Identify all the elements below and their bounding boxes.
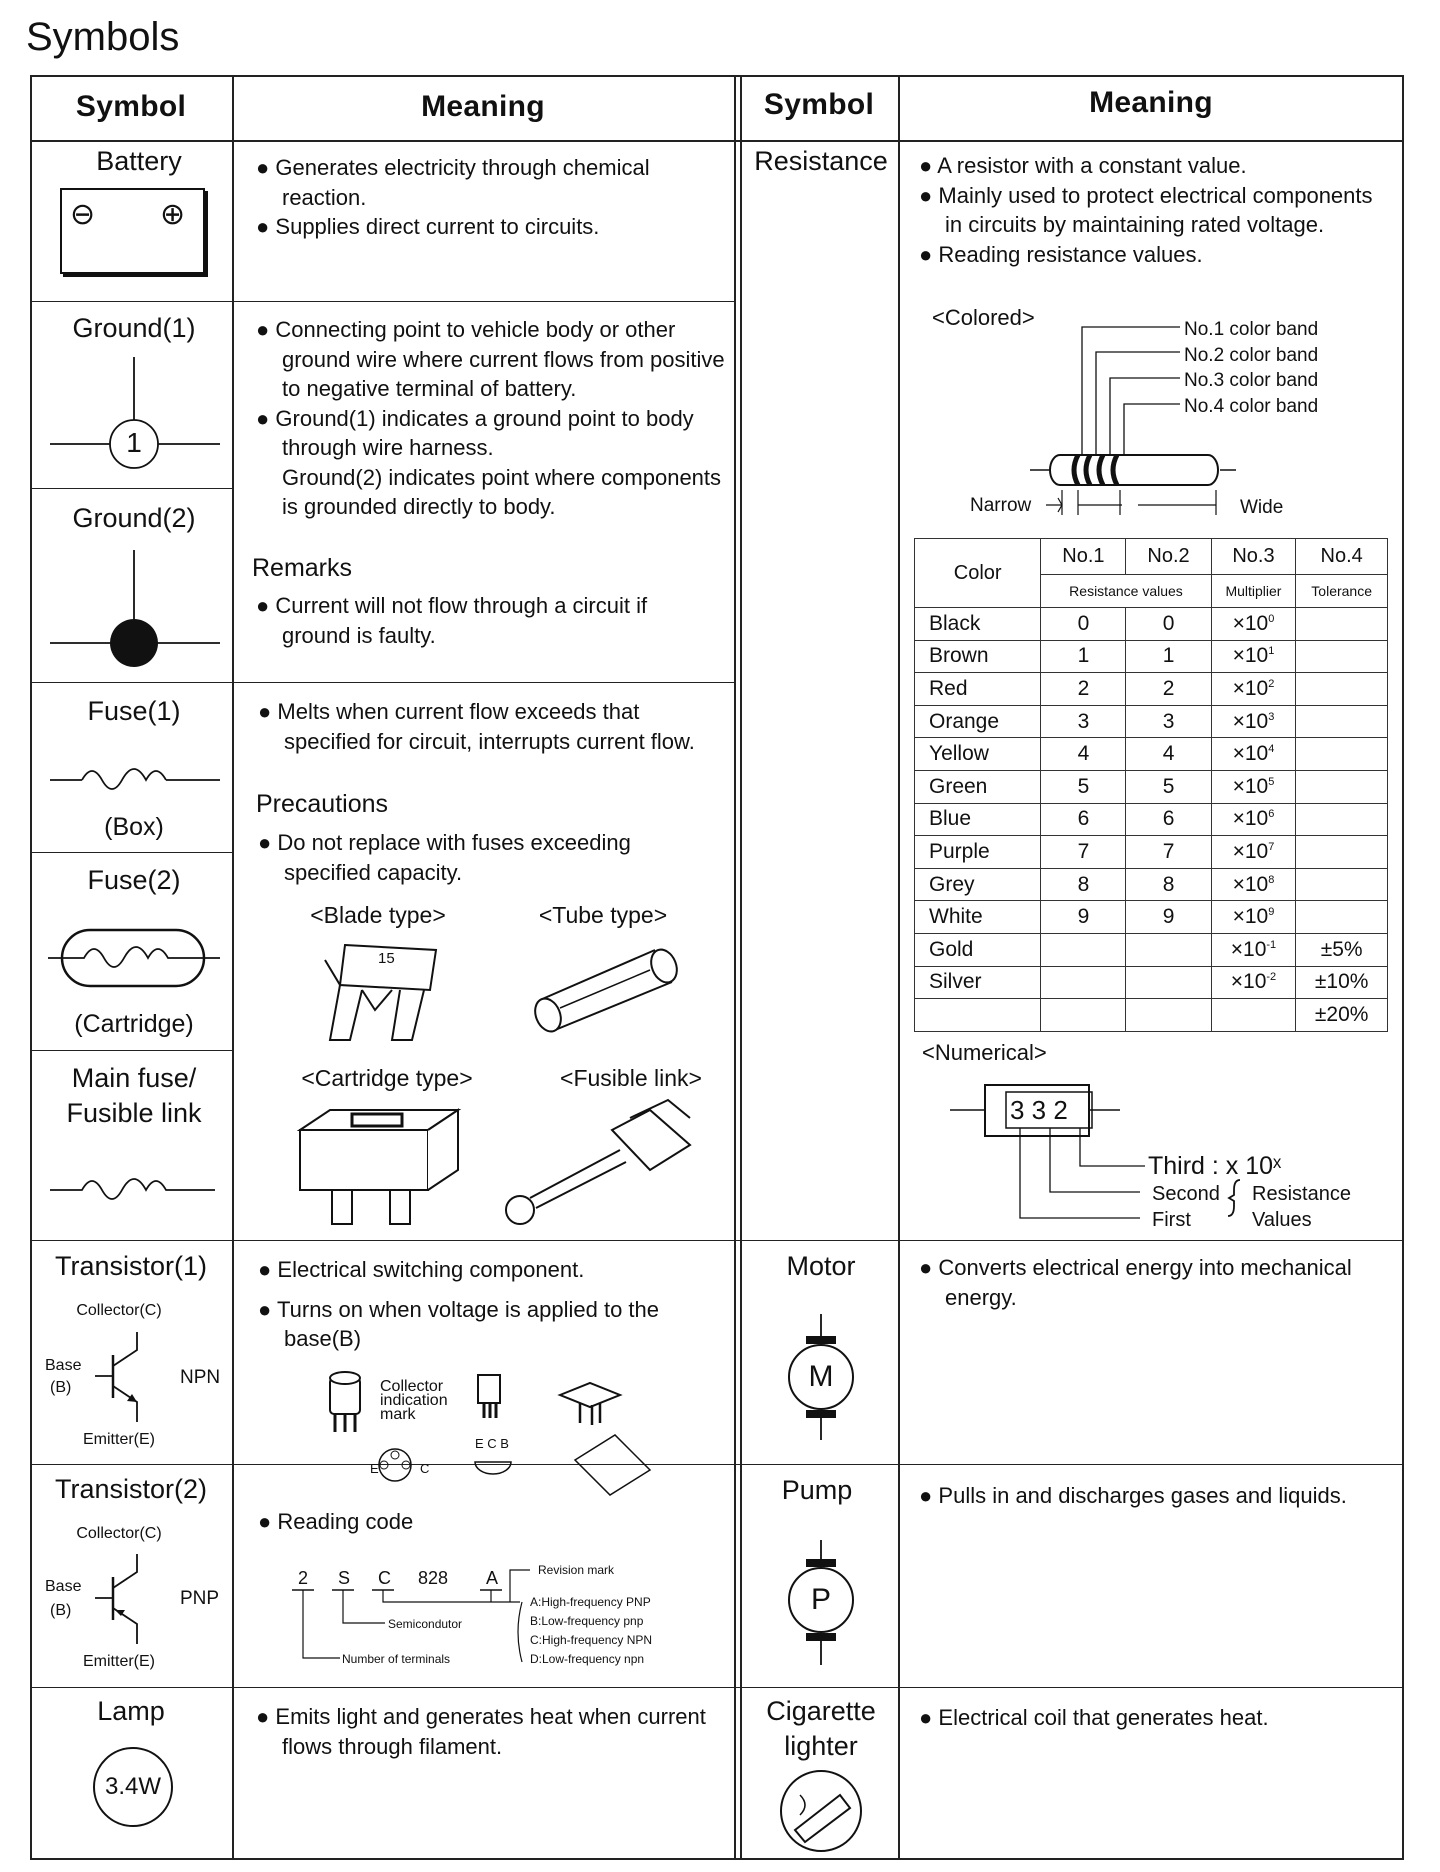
cell-digit1: 1 [1041,640,1126,673]
color-row [915,966,1388,999]
cell-color: Green [915,770,1041,803]
lamp-label: Lamp [97,1696,165,1726]
battery-meaning: ● Generates electricity through chemical reaction. ● Supplies direct current to circuits. [256,155,650,239]
fuse1-sub: (Box) [104,813,164,841]
cell-color: Grey [915,868,1041,901]
cell-tolerance [1296,803,1388,836]
cell-digit2: 0 [1126,608,1211,641]
motor-label: Motor [786,1251,856,1281]
cell-multiplier: $\times 10^7$ [1211,836,1296,869]
pump-icon: P [788,1567,854,1633]
color-row [915,738,1388,771]
colored-heading: <Colored> [932,305,1035,330]
cell-color: Red [915,673,1041,706]
pin-e: E [370,1461,379,1476]
transistor1-collector: Collector(C) [76,1302,162,1319]
transistor2-label: Transistor(2) [54,1474,208,1504]
cell-digit2 [1126,999,1211,1032]
resistor-color-code-table [914,538,1388,1032]
cell-tolerance [1296,901,1388,934]
cigarette-lighter-label-1: Cigarette [766,1696,876,1726]
cell-digit2: 1 [1126,640,1211,673]
narrow-label: Narrow [970,495,1032,516]
color-row [915,836,1388,869]
remarks-list: ● Current will not flow through a circuit if ground is faulty. [256,593,648,648]
mainfuse-label-2: Fusible link [66,1098,202,1128]
cell-multiplier: $\times 10^2$ [1211,673,1296,706]
wide-label: Wide [1240,497,1284,518]
mainfuse-label-1: Main fuse/ [71,1063,197,1093]
color-row [915,868,1388,901]
col-no1: No.1 [1041,539,1126,575]
cell-multiplier [1211,999,1296,1032]
ground-meaning: ● Connecting point to vehicle body or other ground wire where current flows from positive to negative terminal of battery. ● Ground(1) indicates a ground point to body through wire harness. Ground(2) indicates point where components is grounded directly to body. [256,317,725,519]
cell-multiplier: $\times 10^4$ [1211,738,1296,771]
cell-digit1 [1041,966,1126,999]
blade-type-label: <Blade type> [310,902,446,928]
blade-fuse-rating: 15 [378,950,395,967]
cell-color: Gold [915,933,1041,966]
cell-color: Brown [915,640,1041,673]
transistor1-base: Base [45,1357,82,1374]
transistor2-collector: Collector(C) [76,1525,162,1542]
cartridge-type-label: <Cartridge type> [301,1065,473,1091]
cell-multiplier: $\times 10^9$ [1211,901,1296,934]
cell-digit1: 3 [1041,705,1126,738]
pin-c: C [420,1461,430,1476]
pump-label: Pump [781,1475,853,1505]
ground1-label: Ground(1) [72,313,196,343]
cigarette-lighter-icon [0,0,1,1]
cell-multiplier: $\times 10^6$ [1211,803,1296,836]
cell-digit2: 9 [1126,901,1211,934]
cell-color: Black [915,608,1041,641]
cell-color: White [915,901,1041,934]
pump-meaning: ● Pulls in and discharges gases and liquids. [919,1483,1347,1508]
cell-tolerance [1296,673,1388,706]
cell-color [915,999,1041,1032]
color-row [915,901,1388,934]
band-3-label: No.3 color band [1184,370,1319,391]
cell-digit1: 9 [1041,901,1126,934]
cell-digit1: 5 [1041,770,1126,803]
cell-digit1: 7 [1041,836,1126,869]
transistor1-meaning: ● Electrical switching component. ● Turns on when voltage is applied to the base(B) [258,1257,659,1351]
page-title: Symbols [26,15,180,59]
cell-color: Orange [915,705,1041,738]
cigarette-lighter-label-2: lighter [784,1731,858,1761]
col-no4: No.4 [1296,539,1388,575]
sub-resistance-values: Resistance values [1041,575,1211,608]
cell-multiplier: $\times 10^8$ [1211,868,1296,901]
cell-multiplier: $\times 10^{-1}$ [1211,933,1296,966]
fuse1-label: Fuse(1) [87,696,181,726]
motor-icon: M [788,1344,854,1410]
cell-color: Purple [915,836,1041,869]
cell-multiplier: $\times 10^1$ [1211,640,1296,673]
transistor2-base-b: (B) [50,1602,72,1619]
col-color: Color [915,539,1041,608]
color-row [915,803,1388,836]
sub-tolerance: Tolerance [1296,575,1388,608]
cell-tolerance [1296,738,1388,771]
header-meaning-left: Meaning [421,90,545,123]
cell-digit1: 0 [1041,608,1126,641]
cell-tolerance: ±5% [1296,933,1388,966]
numerical-heading: <Numerical> [922,1040,1047,1065]
precautions-list: ● Do not replace with fuses exceeding specified capacity. [258,830,631,885]
col-no2: No.2 [1126,539,1211,575]
remarks-heading: Remarks [252,554,353,582]
cell-color: Silver [915,966,1041,999]
collector-mark-1: Collector [380,1378,444,1395]
color-row [915,640,1388,673]
resistance-meaning: ● A resistor with a constant value. ● Mainly used to protect electrical components in circuits by maintaining rated voltage. ● Reading resistance values. [919,153,1373,267]
ground2-label: Ground(2) [72,503,196,533]
first-label: First [1152,1209,1191,1231]
header-symbol-left: Symbol [75,90,187,123]
resistance-values-label-1: Resistance [1252,1183,1351,1205]
color-row [915,770,1388,803]
cell-multiplier: $\times 10^0$ [1211,608,1296,641]
cell-digit2: 6 [1126,803,1211,836]
collector-mark-3: mark [380,1406,416,1423]
collector-mark-2: indication [380,1392,448,1409]
battery-icon: ⊖ ⊕ [60,188,205,274]
motor-meaning: ● Converts electrical energy into mechanical energy. [919,1255,1352,1310]
second-label: Second [1152,1183,1220,1205]
cell-digit1: 2 [1041,673,1126,706]
transistor1-type: NPN [180,1367,221,1388]
cigarette-lighter-meaning: ● Electrical coil that generates heat. [919,1705,1269,1730]
cell-tolerance [1296,640,1388,673]
cell-tolerance: ±10% [1296,966,1388,999]
cell-tolerance [1296,705,1388,738]
fuse2-label: Fuse(2) [87,865,181,895]
cell-tolerance [1296,770,1388,803]
cell-digit2 [1126,933,1211,966]
third-label: Third : x 10ˣ [1148,1152,1282,1180]
pins-ecb: E C B [475,1436,509,1451]
cell-digit1 [1041,933,1126,966]
cell-digit1: 4 [1041,738,1126,771]
header-meaning-right: Meaning [1089,86,1213,119]
cell-multiplier: $\times 10^{-2}$ [1211,966,1296,999]
cell-digit2: 2 [1126,673,1211,706]
color-row [915,673,1388,706]
resistance-label: Resistance [754,146,888,176]
cell-multiplier: $\times 10^3$ [1211,705,1296,738]
band-2-label: No.2 color band [1184,345,1319,366]
cell-tolerance [1296,608,1388,641]
fuse2-sub: (Cartridge) [74,1010,194,1038]
color-row [915,608,1388,641]
tube-type-label: <Tube type> [538,902,668,928]
resistance-values-label-2: Values [1252,1209,1312,1231]
cell-digit2: 8 [1126,868,1211,901]
reading-code-heading: ● Reading code [258,1509,414,1534]
transistor2-base: Base [45,1578,82,1595]
cell-tolerance [1296,868,1388,901]
cell-digit1: 8 [1041,868,1126,901]
transistor1-label: Transistor(1) [54,1251,208,1281]
cell-digit1 [1041,999,1126,1032]
cell-color: Blue [915,803,1041,836]
transistor1-base-b: (B) [50,1379,72,1396]
cell-color: Yellow [915,738,1041,771]
transistor2-emitter: Emitter(E) [83,1653,155,1670]
cell-digit1: 6 [1041,803,1126,836]
col-no3: No.3 [1211,539,1296,575]
color-row [915,705,1388,738]
band-4-label: No.4 color band [1184,396,1319,417]
color-row [915,933,1388,966]
lamp-meaning: ● Emits light and generates heat when current flows through filament. [256,1704,706,1759]
transistor1-emitter: Emitter(E) [83,1431,155,1448]
header-symbol-right: Symbol [763,88,875,121]
sub-multiplier: Multiplier [1211,575,1296,608]
ground1-number: 1 [126,427,142,458]
cell-digit2: 5 [1126,770,1211,803]
cell-tolerance [1296,836,1388,869]
precautions-heading: Precautions [256,790,389,818]
cell-digit2: 4 [1126,738,1211,771]
cell-multiplier: $\times 10^5$ [1211,770,1296,803]
transistor2-type: PNP [180,1588,220,1609]
numerical-code: 3 3 2 [1010,1095,1068,1125]
cell-digit2 [1126,966,1211,999]
cell-digit2: 3 [1126,705,1211,738]
color-row [915,999,1388,1032]
cell-tolerance: ±20% [1296,999,1388,1032]
battery-label: Battery [96,146,182,176]
band-1-label: No.1 color band [1184,319,1319,340]
fuse-meaning: ● Melts when current flow exceeds that specified for circuit, interrupts current flow. [258,699,695,754]
fusible-link-label: <Fusible link> [560,1065,702,1091]
lamp-icon: 3.4W [93,1747,173,1827]
cell-digit2: 7 [1126,836,1211,869]
